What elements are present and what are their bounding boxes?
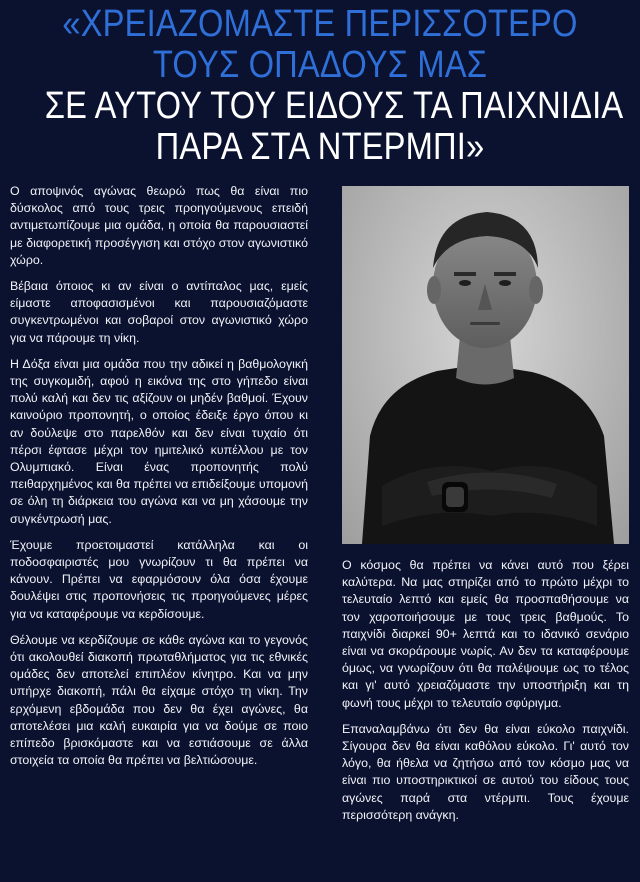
headline-line-4: ΠΑΡΑ ΣΤΑ ΝΤΕΡΜΠΙ» [155,126,485,168]
article-right-column [342,557,629,833]
paragraph: Έχουμε προετοιμαστεί κατάλληλα και οι ποδοσφαιριστές μου γνωρίζουν τι θα πρέπει να κάνουν. Πρέπει να εφαρμόσουν όλα όσα έχουμε δουλέψει στις προπονήσεις τις προηγούμενες μέρες για να καταφέρουμε να κερδίσουμε. [10,537,308,621]
paragraph: Θέλουμε να κερδίζουμε σε κάθε αγώνα και το γεγονός ότι ακολουθεί διακοπή πρωταθλήματος για τις εθνικές ομάδες δεν αποτελεί επιπλέον κίνητρο. Και να μην υπήρχε διακοπή, πάλι θα είχαμε στόχο τη νίκη. Την ερχόμενη εβδομάδα που δεν θα έχει αγώνες, θα αποτελέσει μια καλή ευκαιρία για να δούμε σε ποιο επίπεδο βρισκόμαστε και να εστιάσουμε σε άλλα στοιχεία τα οποία θα πρέπει να βελτιώσουμε. [10,632,308,768]
paragraph: Η Δόξα είναι μια ομάδα που την αδικεί η βαθμολογική της συγκομιδή, αφού η εικόνα της στο γήπεδο είναι πολύ καλή και δεν τις αξίζουν οι μηδέν βαθμοί. Έχουν καινούριο προπονητή, ο οποίος έδειξε έργο όπου κι αν δούλεψε στο παρελθόν και δεν είναι τυχαίο ότι πέρσι έφτασε μέχρι τον ημιτελικό κυπέλλου με τον Ολυμπιακό. Είναι ένας προπονητής πολύ πειθαρχημένος και θα πρέπει να επιδείξουμε υπομονή σε όλη τη διάρκεια του αγώνα και να μη χάσουμε την συγκέντρωσή μας. [10,356,308,526]
paragraph: Ο αποψινός αγώνας θεωρώ πως θα είναι πιο δύσκολος από τους τρεις προηγούμενους επειδή αντιμετωπίζουμε μια ομάδα, η οποία θα παρουσιαστεί με διαφορετική προσέγγιση και στόχο στον αγωνιστικό χώρο. [10,184,308,267]
coach-portrait-image [342,186,629,544]
headline-line-3: ΣΕ ΑΥΤΟΥ ΤΟΥ ΕΙΔΟΥΣ ΤΑ ΠΑΙΧΝΙΔΙΑ [44,85,624,127]
coach-photo [342,186,629,544]
headline-line-1: «ΧΡΕΙΑΖΟΜΑΣΤΕ ΠΕΡΙΣΣΟΤΕΡΟ [62,3,578,45]
article-left-column [10,183,308,779]
headline [44,3,624,168]
paragraph: Επαναλαμβάνω ότι δεν θα είναι εύκολο παιχνίδι. Σίγουρα δεν θα είναι καθόλου εύκολο. Γι' αυτό τον λόγο, θα ήθελα να ζητήσω από τον κόσμο μας να είναι πιο υποστηρικτικοί σε αυτού του είδους τους αγώνες παρά στα ντέρμπι. Τους έχουμε περισσότερη ανάγκη. [342,721,629,822]
paragraph: Ο κόσμος θα πρέπει να κάνει αυτό που ξέρει καλύτερα. Να μας στηρίζει από το πρώτο μέχρι το τελευταίο λεπτό και εμείς θα προσπαθήσουμε να τον χαροποιήσουμε με τους τρεις βαθμούς. Το παιχνίδι διαρκεί 90+ λεπτά και το ιδανικό σενάριο είναι να σκοράρουμε νωρίς. Αν δεν τα καταφέρουμε όμως, να γνωρίζουν ότι θα παλέψουμε ως το τέλος και γι' αυτό χρειαζόμαστε την υποστήριξη και τη φωνή τους μέχρι το τελευταίο σφύριγμα. [342,558,629,710]
paragraph: Βέβαια όποιος κι αν είναι ο αντίπαλος μας, εμείς είμαστε αποφασισμένοι και παρουσιαζόμαστε συγκεντρωμένοι και σοβαροί στον αγωνιστικό χώρο για να πάρουμε τη νίκη. [10,279,308,345]
headline-line-2: ΤΟΥΣ ΟΠΑΔΟΥΣ ΜΑΣ [152,44,488,86]
